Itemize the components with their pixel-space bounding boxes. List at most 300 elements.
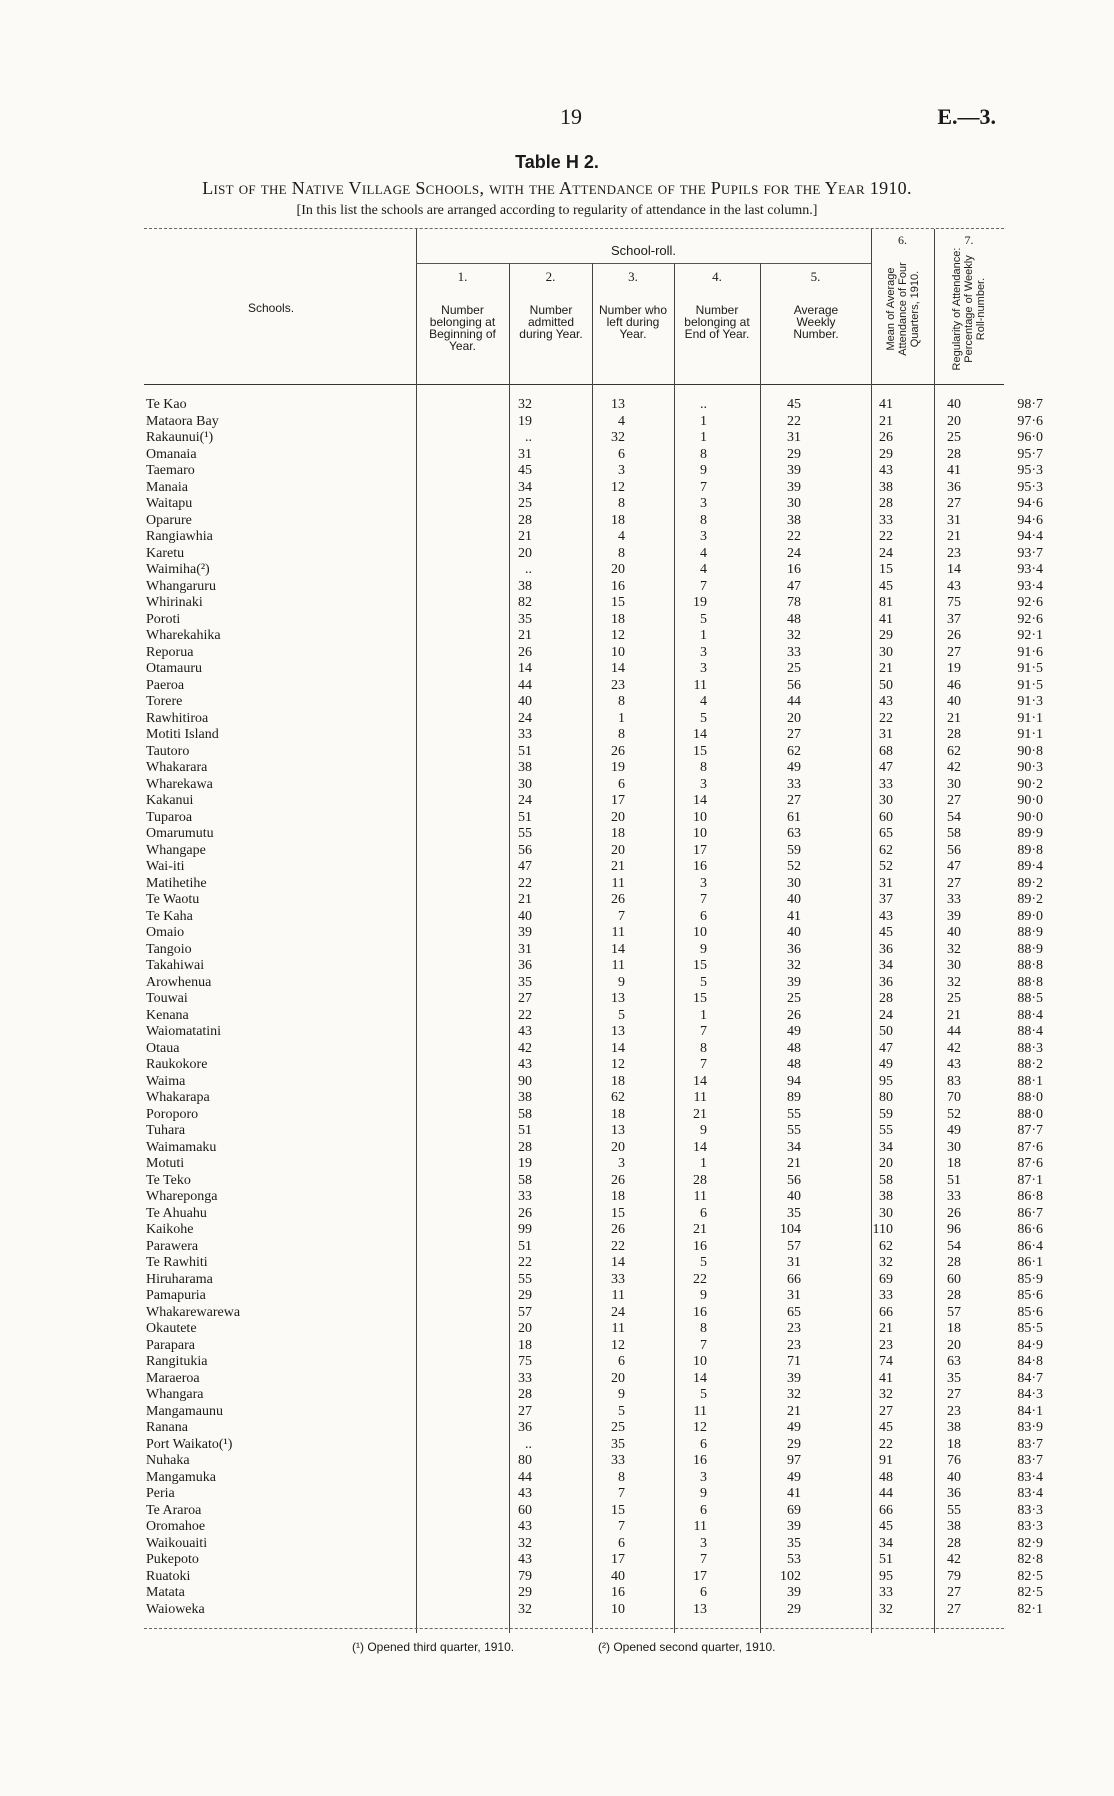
- col7-value: 86·8: [1017, 1189, 1043, 1204]
- school-name: [146, 430, 422, 447]
- col3-value: 11: [693, 1090, 707, 1105]
- col4-value: 59: [787, 842, 801, 858]
- school-name-text: Te Rawhiti: [146, 1255, 208, 1270]
- school-name: [146, 1354, 422, 1371]
- col6-value: 63: [947, 1354, 961, 1369]
- table-row: [146, 430, 1043, 447]
- school-name: [146, 1552, 422, 1569]
- school-name-text: Waiomatatini: [146, 1024, 222, 1039]
- col4-value: 16: [787, 562, 801, 577]
- table-row: [146, 1503, 1043, 1520]
- school-name-text: Rawhitiroa: [146, 710, 209, 726]
- col3-value: 21: [693, 1106, 707, 1122]
- col2-value: 8: [618, 1469, 625, 1485]
- col2-value: 24: [611, 1304, 625, 1320]
- col7-value: 90·3: [1017, 760, 1043, 775]
- col4-value: 25: [787, 991, 801, 1006]
- col5-value: 22: [879, 529, 893, 544]
- col4-value: 33: [787, 776, 801, 792]
- col6-value: 49: [947, 1123, 961, 1138]
- col1-value: 22: [518, 1007, 532, 1023]
- col7-value: 93·4: [1017, 562, 1043, 577]
- col3-value: 10: [693, 809, 707, 825]
- col5-value: 33: [879, 1288, 893, 1303]
- school-name-text: Whakarara: [146, 760, 208, 775]
- col7-value: 88·3: [1017, 1040, 1043, 1056]
- table-row: [146, 727, 1043, 744]
- col5-value: 41: [879, 611, 893, 627]
- col2-value: 32: [611, 430, 625, 445]
- col7-value: 95·3: [1017, 479, 1043, 495]
- table-row: [146, 1057, 1043, 1074]
- col3-value: 28: [693, 1172, 707, 1188]
- col4-value: 39: [787, 463, 801, 478]
- col7-value: 86·6: [1017, 1222, 1043, 1237]
- table-row: [146, 513, 1043, 530]
- school-name-text: Takahiwai: [146, 958, 205, 973]
- col2-value: 10: [611, 644, 625, 660]
- table-row: [146, 1239, 1043, 1256]
- col4-value: 48: [787, 1040, 801, 1056]
- col7-value: 94·4: [1017, 529, 1043, 544]
- col4-value: 20: [787, 710, 801, 726]
- col4-value: 21: [787, 1403, 801, 1419]
- school-name-text: Te Kao: [146, 397, 187, 412]
- school-name-text: Karetu: [146, 545, 185, 561]
- col4-value: 32: [787, 1387, 801, 1402]
- col2-value: 17: [611, 793, 625, 808]
- col6-value: 40: [947, 1469, 961, 1485]
- col7-value: 85·6: [1017, 1304, 1043, 1320]
- school-name: [146, 1222, 422, 1239]
- col3-value: 14: [693, 1139, 707, 1155]
- col3-value: 3: [700, 1469, 707, 1485]
- col3-value: 9: [700, 1123, 707, 1138]
- col7-value: 88·5: [1017, 991, 1043, 1006]
- col4-value: 78: [787, 595, 801, 610]
- col3-value: 3: [700, 496, 707, 511]
- col4-value: 39: [787, 1585, 801, 1600]
- school-name: [146, 909, 422, 926]
- table-caption: Table H 2.: [515, 152, 599, 172]
- col3-value: 1: [700, 413, 707, 429]
- col6-value: 28: [947, 1288, 961, 1303]
- school-name-text: Whareponga: [146, 1189, 218, 1204]
- table-row: [146, 1437, 1043, 1454]
- col6-value: 60: [947, 1271, 961, 1287]
- col3-value: 1: [700, 1156, 707, 1171]
- col6-value: 79: [947, 1568, 961, 1584]
- col4-value: 40: [787, 925, 801, 940]
- col3-value: 14: [693, 1073, 707, 1089]
- table-row: [146, 1206, 1043, 1223]
- col2-value: 14: [611, 661, 625, 676]
- col6-number: 6.: [898, 233, 907, 247]
- col1-value: 43: [518, 1519, 532, 1534]
- col2-value: 13: [611, 1123, 625, 1138]
- col1-value: 29: [518, 1585, 532, 1600]
- col3-value: ..: [700, 397, 707, 412]
- col6-value: 30: [947, 958, 961, 973]
- school-name-text: Ruatoki: [146, 1568, 191, 1584]
- col1-value: 31: [518, 446, 532, 462]
- school-name: [146, 826, 422, 843]
- col4-value: 55: [787, 1123, 801, 1138]
- col4-value: 27: [787, 793, 801, 808]
- col3-value: 1: [700, 1007, 707, 1023]
- col6-value: 58: [947, 826, 961, 841]
- table-row: [146, 1123, 1043, 1140]
- col2-value: 11: [611, 1321, 625, 1336]
- col3-value: 4: [700, 562, 707, 577]
- col4-value: 39: [787, 479, 801, 495]
- col5-value: 45: [879, 925, 893, 940]
- col5-value: 81: [879, 595, 893, 610]
- col6-value: 28: [947, 446, 961, 462]
- table-row: [146, 1008, 1043, 1025]
- col5-number: 5.: [810, 269, 821, 284]
- col7-value: 88·0: [1017, 1106, 1043, 1122]
- col4-value: 63: [787, 826, 801, 841]
- col2-value: 18: [611, 512, 625, 528]
- col5-value: 31: [879, 875, 893, 891]
- school-name: [146, 678, 422, 695]
- col3-value: 1: [700, 430, 707, 445]
- attendance-table-body: [146, 397, 1043, 1618]
- col1-value: 30: [518, 776, 532, 792]
- col6-value: 40: [947, 694, 961, 709]
- col3-value: 3: [700, 1535, 707, 1551]
- col5-value: 47: [879, 1040, 893, 1056]
- col3-value: 11: [693, 677, 707, 693]
- school-name-text: Te Waotu: [146, 892, 200, 907]
- col2-value: 7: [618, 1519, 625, 1534]
- school-name: [146, 546, 422, 563]
- col4-value: 25: [787, 661, 801, 676]
- col5-value: 24: [879, 1007, 893, 1023]
- col7-value: 83·7: [1017, 1453, 1043, 1468]
- col7-value: 85·6: [1017, 1288, 1043, 1303]
- table-row: [146, 1420, 1043, 1437]
- col3-value: 17: [693, 842, 707, 858]
- col5-value: 69: [879, 1271, 893, 1287]
- table-row: [146, 1156, 1043, 1173]
- col3-value: 22: [693, 1271, 707, 1287]
- school-name-text: Hiruharama: [146, 1271, 213, 1287]
- col5-value: 32: [879, 1255, 893, 1270]
- col3-value: 1: [700, 628, 707, 643]
- school-name-text: Rangiawhia: [146, 529, 213, 544]
- col1-value: ..: [525, 1436, 532, 1452]
- col7-value: 83·4: [1017, 1486, 1043, 1501]
- col4-value: 21: [787, 1156, 801, 1171]
- col6-value: 44: [947, 1024, 961, 1039]
- col1-value: 56: [518, 842, 532, 858]
- col4-value: 34: [787, 1139, 801, 1155]
- col7-value: 88·0: [1017, 1090, 1043, 1105]
- col1-value: 36: [518, 1420, 532, 1435]
- col3-label: Number who left during Year.: [598, 303, 668, 341]
- col6-value: 27: [947, 1585, 961, 1600]
- col6-value: 47: [947, 859, 961, 874]
- col2-value: 18: [611, 1073, 625, 1089]
- school-name-text: Waimiha(²): [146, 562, 210, 577]
- table-row: [146, 1354, 1043, 1371]
- school-name: [146, 892, 422, 909]
- col6-value: 19: [947, 661, 961, 676]
- col2-value: 26: [611, 1172, 625, 1188]
- col5-value: 15: [879, 562, 893, 577]
- col3-value: 19: [693, 595, 707, 610]
- col2-value: 26: [611, 743, 625, 759]
- col5-value: 36: [879, 941, 893, 957]
- col4-value: 45: [787, 397, 801, 412]
- col2-value: 33: [611, 1453, 625, 1468]
- col5-value: 33: [879, 776, 893, 792]
- col1-value: 32: [518, 1535, 532, 1551]
- col3-value: 16: [693, 1238, 707, 1254]
- table-row: [146, 793, 1043, 810]
- col1-value: 21: [518, 892, 532, 907]
- table-row: [146, 942, 1043, 959]
- school-name-text: Pukepoto: [146, 1552, 199, 1567]
- table-row: [146, 958, 1043, 975]
- col4-value: 47: [787, 578, 801, 594]
- school-name-text: Whangara: [146, 1387, 204, 1402]
- schools-column-label: Schools.: [248, 301, 295, 315]
- col1-value: 32: [518, 1601, 532, 1617]
- col1-value: 21: [518, 529, 532, 544]
- col3-value: 8: [700, 1040, 707, 1056]
- school-name: [146, 1156, 422, 1173]
- school-name: [146, 1420, 422, 1437]
- col3-value: 8: [700, 512, 707, 528]
- col2-value: 14: [611, 1255, 625, 1270]
- col6-value: 25: [947, 991, 961, 1006]
- col2-value: 62: [611, 1090, 625, 1105]
- col5-value: 38: [879, 479, 893, 495]
- school-name: [146, 1057, 422, 1074]
- school-name: [146, 1371, 422, 1388]
- col1-value: 51: [518, 1238, 532, 1254]
- table-row: [146, 975, 1043, 992]
- school-name: [146, 1338, 422, 1355]
- col5-value: 26: [879, 430, 893, 445]
- table-row: [146, 645, 1043, 662]
- school-name: [146, 975, 422, 992]
- col6-value: 25: [947, 430, 961, 445]
- col7-value: 89·0: [1017, 908, 1043, 924]
- table-row: [146, 496, 1043, 513]
- col7-value: 84·8: [1017, 1354, 1043, 1369]
- footnote-1: (¹) Opened third quarter, 1910.: [352, 1640, 515, 1654]
- col1-value: 38: [518, 760, 532, 775]
- col3-value: 16: [693, 1453, 707, 1468]
- col6-value: 39: [947, 908, 961, 924]
- col1-value: 19: [518, 1156, 532, 1171]
- col2-value: 20: [611, 1370, 625, 1386]
- col6-value: 26: [947, 1205, 961, 1221]
- col3-value: 7: [700, 1024, 707, 1039]
- col6-value: 30: [947, 776, 961, 792]
- school-name: [146, 1206, 422, 1223]
- col1-value: 47: [518, 859, 532, 874]
- school-name: [146, 480, 422, 497]
- col1-number: 1.: [457, 269, 468, 284]
- col7-value: 83·9: [1017, 1420, 1043, 1435]
- col7-value: 95·3: [1017, 463, 1043, 478]
- col7-value: 82·5: [1017, 1585, 1043, 1600]
- col4-value: 35: [787, 1535, 801, 1551]
- table-row: [146, 1140, 1043, 1157]
- col4-value: 55: [787, 1106, 801, 1122]
- col5-value: 62: [879, 842, 893, 858]
- col6-value: 42: [947, 760, 961, 775]
- table-row: [146, 1074, 1043, 1091]
- school-name-text: Port Waikato(¹): [146, 1436, 233, 1452]
- school-name: [146, 760, 422, 777]
- col5-value: 23: [879, 1337, 893, 1353]
- table-row: [146, 579, 1043, 596]
- col7-value: 86·1: [1017, 1255, 1043, 1270]
- col3-value: 5: [700, 1387, 707, 1402]
- table-row: [146, 1041, 1043, 1058]
- col4-value: 31: [787, 1255, 801, 1270]
- col1-value: 55: [518, 1271, 532, 1287]
- col1-value: 58: [518, 1172, 532, 1188]
- table-row: [146, 1585, 1043, 1602]
- school-name-text: Torere: [146, 694, 183, 709]
- col2-value: 26: [611, 1222, 625, 1237]
- table-row: [146, 1024, 1043, 1041]
- col4-value: 22: [787, 529, 801, 544]
- table-row: [146, 876, 1043, 893]
- school-name: [146, 1288, 422, 1305]
- col6-value: 33: [947, 1189, 961, 1204]
- col7-value: 84·3: [1017, 1387, 1043, 1402]
- col3-value: 9: [700, 1288, 707, 1303]
- school-roll-group-label: School-roll.: [610, 243, 677, 258]
- col7-value: 91·6: [1017, 644, 1043, 660]
- table-row: [146, 1222, 1043, 1239]
- col6-value: 35: [947, 1370, 961, 1386]
- col5-value: 62: [879, 1238, 893, 1254]
- col3-value: 13: [693, 1601, 707, 1617]
- col3-value: 21: [693, 1222, 707, 1237]
- col6-value: 27: [947, 496, 961, 511]
- col4-value: 89: [787, 1090, 801, 1105]
- col1-value: 29: [518, 1288, 532, 1303]
- school-name-text: Parapara: [146, 1337, 195, 1353]
- col7-value: 88·4: [1017, 1024, 1043, 1039]
- col3-value: 9: [700, 463, 707, 478]
- col2-value: 12: [611, 1337, 625, 1353]
- col3-value: 10: [693, 925, 707, 940]
- col4-value: 40: [787, 892, 801, 907]
- page-number: 19: [560, 104, 582, 129]
- col6-value: 41: [947, 463, 961, 478]
- col6-value: 18: [947, 1156, 961, 1171]
- col3-number: 3.: [628, 269, 638, 284]
- col1-value: 14: [518, 661, 532, 676]
- col7-value: 83·3: [1017, 1502, 1043, 1518]
- table-row: [146, 447, 1043, 464]
- table-row: [146, 744, 1043, 761]
- table-row: [146, 1519, 1043, 1536]
- col5-value: 21: [879, 661, 893, 676]
- col3-value: 3: [700, 529, 707, 544]
- col7-value: 86·4: [1017, 1238, 1043, 1254]
- col2-value: 12: [611, 1057, 625, 1072]
- school-name: [146, 1536, 422, 1553]
- col3-value: 8: [700, 1321, 707, 1336]
- table-row: [146, 1387, 1043, 1404]
- school-name-text: Paeroa: [146, 677, 185, 693]
- table-row: [146, 678, 1043, 695]
- col5-value: 66: [879, 1502, 893, 1518]
- school-name-text: Waima: [146, 1073, 186, 1089]
- table-row: [146, 1255, 1043, 1272]
- col1-value: 25: [518, 496, 532, 511]
- col5-value: 29: [879, 628, 893, 643]
- col3-value: 10: [693, 1354, 707, 1369]
- col3-value: 5: [700, 974, 707, 990]
- col1-value: 24: [518, 793, 532, 808]
- col7-number: 7.: [964, 233, 974, 247]
- table-row: [146, 843, 1043, 860]
- col1-value: 35: [518, 611, 532, 627]
- col7-value: 83·3: [1017, 1519, 1043, 1534]
- col2-value: 18: [611, 1106, 625, 1122]
- col7-value: 95·7: [1017, 446, 1043, 462]
- col5-value: 49: [879, 1057, 893, 1072]
- col1-value: 43: [518, 1552, 532, 1567]
- col6-value: 32: [947, 974, 961, 990]
- school-name: [146, 1305, 422, 1322]
- col7-value: 91·5: [1017, 661, 1043, 676]
- col2-value: 18: [611, 611, 625, 627]
- col4-value: 30: [787, 496, 801, 511]
- table-row: [146, 595, 1043, 612]
- col2-value: 11: [611, 925, 625, 940]
- col4-value: 29: [787, 1601, 801, 1617]
- school-name: [146, 1470, 422, 1487]
- col6-value: 36: [947, 1486, 961, 1501]
- school-name-text: Whangaruru: [146, 578, 216, 594]
- school-name: [146, 1569, 422, 1586]
- col7-value: 82·9: [1017, 1535, 1043, 1551]
- school-name: [146, 612, 422, 629]
- col7-value: 89·9: [1017, 826, 1043, 841]
- col3-value: 6: [700, 1436, 707, 1452]
- school-name: [146, 1140, 422, 1157]
- table-row: [146, 810, 1043, 827]
- col7-value: 87·6: [1017, 1139, 1043, 1155]
- table-row: [146, 1338, 1043, 1355]
- col4-value: 65: [787, 1304, 801, 1320]
- col3-value: 7: [700, 479, 707, 495]
- col5-value: 33: [879, 1585, 893, 1600]
- col5-value: 45: [879, 1420, 893, 1435]
- col4-value: 23: [787, 1321, 801, 1336]
- col5-value: 21: [879, 1321, 893, 1336]
- col2-value: 4: [618, 529, 625, 544]
- col1-value: 21: [518, 628, 532, 643]
- school-name: [146, 1041, 422, 1058]
- col5-value: 43: [879, 908, 893, 924]
- school-name: [146, 925, 422, 942]
- col7-value: 86·7: [1017, 1205, 1043, 1221]
